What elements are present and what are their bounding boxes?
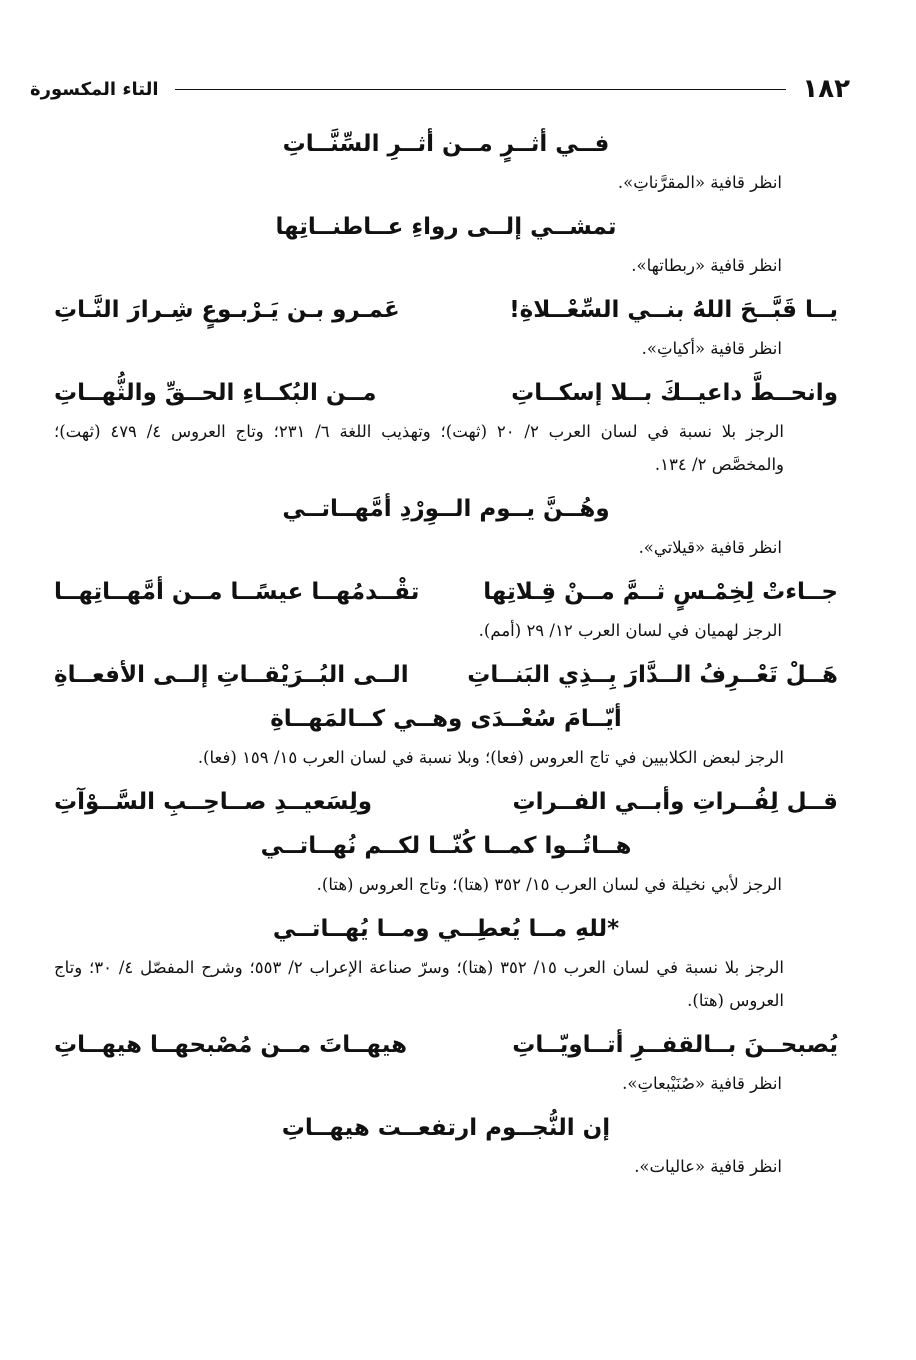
verse: تمشــي إلــى رواءِ عــاطنــاتِها: [275, 214, 617, 240]
entry-2: [54, 205, 838, 282]
first-hemistich: وانحــطَّ داعيــكَ بــلا إسكــاتِ: [511, 380, 838, 406]
second-hemistich: مــن البُكــاءِ الحــقِّ والثُّهــاتِ: [54, 380, 377, 406]
verse: *للهِ مــا يُعطِــي ومــا يُهــاتــي: [272, 916, 620, 942]
verse: وهُــنَّ يــوم الــوِرْدِ أمَّهــاتــي: [282, 496, 610, 522]
page-number: ١٨٢: [802, 74, 850, 104]
verse: فــي أثــرٍ مــن أثــرِ السِّنَّــاتِ: [282, 131, 610, 157]
note: انظر قافية «قيلاتي».: [638, 538, 782, 557]
note: الرجز لبعض الكلابيين في تاج العروس (فعا)؛ وبلا نسبة في لسان العرب ١٥/ ١٥٩ (فعا).: [197, 748, 784, 767]
note: انظر قافية «عاليات».: [634, 1157, 782, 1176]
first-hemistich: هَــلْ تَعْــرِفُ الــدَّارَ بِــذِي البَنــاتِ: [467, 662, 838, 688]
note: الرجز بلا نسبة في لسان العرب ١٥/ ٣٥٢ (هتا)؛ وسرّ صناعة الإعراب ٢/ ٥٥٣؛ وشرح المفصّل ٤/ ٣٠؛ وتاج العروس (هتا).: [54, 958, 785, 1010]
second-hemistich: ولِسَعيــدِ صــاحِــبِ السَّــوْآتِ: [54, 789, 373, 815]
entry-6: [54, 570, 838, 647]
chapter-title: التاء المكسورة: [30, 78, 159, 100]
note: انظر قافية «صُنَيْبعاتِ».: [622, 1074, 782, 1093]
entry-1: [54, 122, 838, 199]
third-hemistich: أيّــامَ سُعْــدَى وهــي كــالمَهــاةِ: [270, 706, 622, 732]
first-hemistich: يــا قَبَّــحَ اللهُ بنــي السِّعْــلاةِ!: [509, 297, 838, 323]
verse-couplet: [54, 1023, 838, 1067]
first-hemistich: قــل لِفُــراتِ وأبــي الفــراتِ: [512, 789, 838, 815]
entry-8: [54, 780, 838, 901]
first-hemistich: يُصبحــنَ بــالقفــرِ أتــاويّــاتِ: [512, 1032, 838, 1058]
second-hemistich: هيهــاتَ مــن مُصْبحهــا هيهــاتِ: [54, 1032, 408, 1058]
note: الرجز لأبي نخيلة في لسان العرب ١٥/ ٣٥٢ (هتا)؛ وتاج العروس (هتا).: [316, 875, 782, 894]
entry-4: [54, 371, 838, 481]
page-content: [54, 122, 838, 1183]
header-rule: [175, 89, 787, 90]
entry-7: [54, 653, 838, 774]
entry-3: [54, 288, 838, 365]
second-hemistich: تقْــدمُهــا عيسًــا مــن أمَّهــاتِهــا: [54, 579, 420, 605]
verse-couplet: [54, 570, 838, 614]
second-hemistich: الــى البُــرَيْقــاتِ إلــى الأفعــاةِ: [54, 662, 409, 688]
entry-9: [54, 907, 838, 1017]
running-header: [30, 72, 850, 106]
verse-couplet: [54, 780, 838, 824]
note: انظر قافية «المقرَّناتِ».: [617, 173, 782, 192]
note: انظر قافية «أكياتِ».: [641, 339, 782, 358]
verse-couplet: [54, 653, 838, 697]
verse: إن النُّجــوم ارتفعــت هيهــاتِ: [281, 1115, 611, 1141]
verse-couplet: [54, 288, 838, 332]
note: الرجز بلا نسبة في لسان العرب ٢/ ٢٠ (ثهت)؛ وتهذيب اللغة ٦/ ٢٣١؛ وتاج العروس ٤/ ٤٧٩ (ثهت)؛ والمخصَّص ٢/ ١٣٤.: [54, 422, 784, 474]
first-hemistich: جــاءتْ لِخِمْـسٍ ثــمَّ مــنْ قِـلاتِها: [483, 579, 838, 605]
entry-5: [54, 487, 838, 564]
note: الرجز لهميان في لسان العرب ١٢/ ٢٩ (أمم).: [478, 621, 782, 640]
third-hemistich: هــاتُــوا كمــا كُنّــا لكــم نُهــاتــي: [260, 833, 632, 859]
note: انظر قافية «ربطاتها».: [631, 256, 782, 275]
entry-10: [54, 1023, 838, 1100]
entry-11: [54, 1106, 838, 1183]
second-hemistich: عَمـرو بـن يَـرْبـوعٍ شِـرارَ النَّـاتِ: [54, 297, 400, 323]
verse-couplet: [54, 371, 838, 415]
